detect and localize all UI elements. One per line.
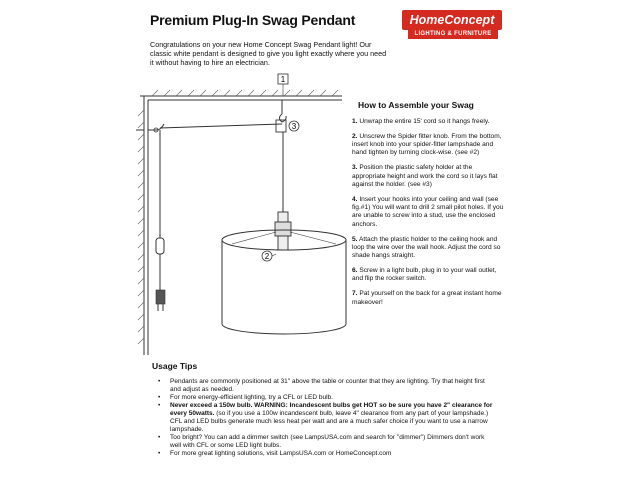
tip-item: • Never exceed a 150w bulb. WARNING: Incandescent bulbs get HOT so be sure you have 2" clearance for every 50watts. (so if you use a 100w incandescent bulb, leave 4" clearance from any part of your lampshade.) CFL and LED bulbs generate much less heat per watt and are a much safer choice if you want to use a narrow lampshade. — [156, 402, 496, 433]
tip-item: • Too bright? You can add a dimmer switch (see LampsUSA.com and search for "dimmer") Dimmers don't work well with CFL or some LED light bulbs. — [156, 434, 496, 450]
assembly-steps — [352, 118, 504, 314]
callout-1 — [278, 74, 288, 96]
svg-text:2: 2 — [264, 252, 270, 261]
usage-tips-list — [156, 378, 496, 458]
logo-tagline: LIGHTING & FURNITURE — [408, 30, 498, 39]
logo-wordmark: HomeConcept — [402, 10, 502, 30]
cord-horizontal — [160, 124, 282, 128]
safety-holder — [276, 120, 286, 132]
callout-3 — [289, 121, 299, 131]
intro-paragraph: Congratulations on your new Home Concept Swag Pendant light! Our classic white pendant is designed to give you light exactly where you need it without having to hire an electrician. — [150, 40, 387, 67]
step-item: 1. Unwrap the entire 15' cord so it hangs freely. — [352, 118, 490, 125]
swag-pendant-diagram — [132, 70, 352, 360]
rocker-switch-icon — [156, 238, 164, 254]
wall-hatch — [138, 110, 144, 344]
plug-icon — [156, 290, 165, 311]
svg-text:3: 3 — [291, 122, 297, 131]
callout-2 — [262, 251, 276, 261]
socket-icon — [275, 212, 291, 250]
step-item: 2. Unscrew the Spider fitter knob. From the bottom, insert knob into your spider-fitter lampshade and hand tighten by turning clock-wise. (see #2) — [352, 132, 502, 157]
instruction-sheet — [132, 0, 510, 480]
step-item: 7. Pat yourself on the back for a great instant home makeover! — [352, 290, 502, 306]
step-item: 3. Position the plastic safety holder at the appropriate height and work the cord so it lays flat against the holder. (see #3) — [352, 164, 498, 188]
assemble-heading: How to Assemble your Swag — [358, 100, 474, 110]
step-item: 6. Screw in a light bulb, plug in to your wall outlet, and flip the rocker switch. — [352, 267, 497, 283]
ceiling-hook-icon — [280, 100, 287, 122]
ceiling-hatch — [152, 90, 338, 96]
step-item: 5. Attach the plastic holder to the ceiling hook and loop the wire over the wall hook. Adjust the cord so shade hangs straight. — [352, 235, 501, 260]
tip-item: • For more energy-efficient lighting, try a CFL or LED bulb. — [156, 394, 496, 402]
svg-text:1: 1 — [280, 75, 286, 84]
step-item: 4. Insert your hooks into your ceiling and wall (see fig.#1) You will want to drill 2 small pilot holes. If you are unable to screw into a stud, use the enclosed anchors. — [352, 195, 504, 228]
usage-tips-heading: Usage Tips — [152, 361, 198, 371]
homeconcept-logo — [402, 10, 502, 40]
page-title: Premium Plug-In Swag Pendant — [150, 12, 356, 28]
tip-item: • For more great lighting solutions, visit LampsUSA.com or HomeConcept.com — [156, 450, 496, 458]
tip-item: • Pendants are commonly positioned at 31" above the table or counter that they are lighting. Try that height first and adjust as needed. — [156, 378, 496, 394]
